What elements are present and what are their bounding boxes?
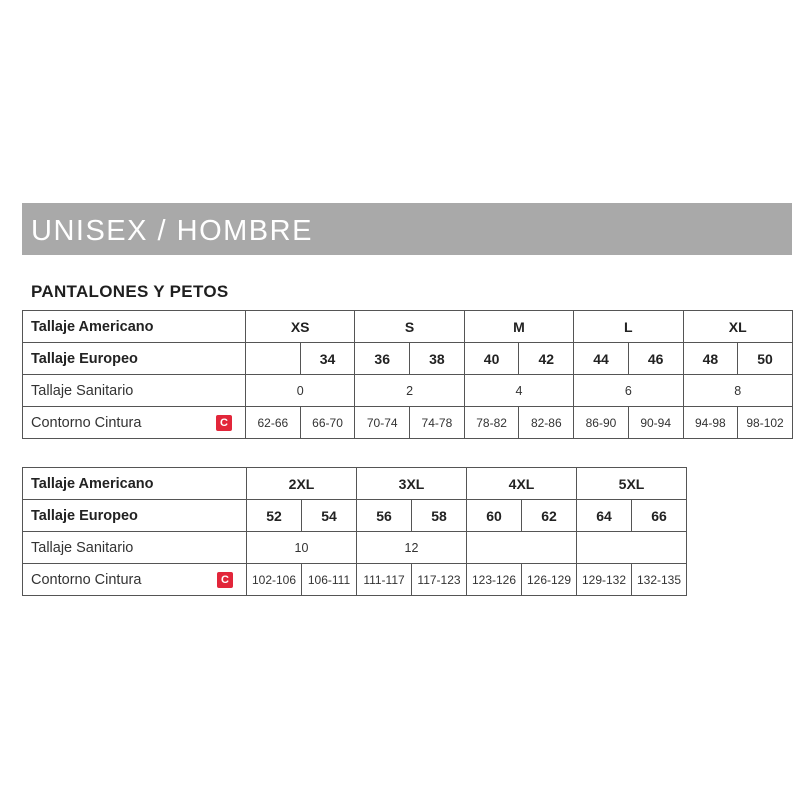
waist-cell: 74-78	[410, 407, 465, 439]
american-size-cell: XS	[246, 311, 355, 343]
waist-cell: 129-132	[577, 564, 632, 596]
european-size-cell: 58	[412, 500, 467, 532]
european-size-cell: 60	[467, 500, 522, 532]
sanitary-size-cell	[467, 532, 577, 564]
american-size-cell: XL	[683, 311, 792, 343]
waist-cell: 102-106	[247, 564, 302, 596]
waist-cell: 126-129	[522, 564, 577, 596]
american-size-cell: L	[574, 311, 683, 343]
sanitary-size-cell	[577, 532, 687, 564]
american-size-label: Tallaje Americano	[23, 311, 246, 343]
european-size-label: Tallaje Europeo	[23, 500, 247, 532]
sanitary-size-cell: 4	[464, 375, 573, 407]
section-title: PANTALONES Y PETOS	[31, 282, 229, 301]
waist-label-text: Contorno Cintura	[31, 414, 142, 431]
sanitary-size-cell: 2	[355, 375, 464, 407]
american-size-cell: 2XL	[247, 468, 357, 500]
sanitary-size-row	[23, 375, 793, 407]
european-size-cell: 62	[522, 500, 577, 532]
american-size-row	[23, 468, 687, 500]
european-size-label: Tallaje Europeo	[23, 343, 246, 375]
waist-label	[23, 564, 247, 596]
sanitary-size-cell: 0	[246, 375, 355, 407]
european-size-cell	[246, 343, 301, 375]
european-size-cell: 56	[357, 500, 412, 532]
size-table-1	[22, 310, 793, 439]
sanitary-size-cell: 10	[247, 532, 357, 564]
european-size-cell: 46	[628, 343, 683, 375]
waist-cell: 98-102	[738, 407, 793, 439]
waist-cell: 62-66	[246, 407, 301, 439]
waist-label	[23, 407, 246, 439]
european-size-row	[23, 500, 687, 532]
c-badge-icon: C	[217, 572, 233, 588]
waist-cell: 70-74	[355, 407, 410, 439]
c-badge-icon: C	[216, 415, 232, 431]
waist-cell: 66-70	[300, 407, 355, 439]
european-size-cell: 66	[632, 500, 687, 532]
waist-cell: 117-123	[412, 564, 467, 596]
waist-row	[23, 407, 793, 439]
waist-cell: 132-135	[632, 564, 687, 596]
sanitary-size-label: Tallaje Sanitario	[23, 532, 247, 564]
european-size-cell: 64	[577, 500, 632, 532]
size-table-2	[22, 467, 687, 596]
european-size-cell: 48	[683, 343, 738, 375]
european-size-cell: 42	[519, 343, 574, 375]
american-size-cell: M	[464, 311, 573, 343]
waist-cell: 106-111	[302, 564, 357, 596]
section-banner	[22, 203, 792, 255]
american-size-cell: 4XL	[467, 468, 577, 500]
american-size-cell: 3XL	[357, 468, 467, 500]
european-size-cell: 50	[738, 343, 793, 375]
american-size-cell: 5XL	[577, 468, 687, 500]
waist-cell: 90-94	[628, 407, 683, 439]
sanitary-size-cell: 8	[683, 375, 792, 407]
european-size-cell: 52	[247, 500, 302, 532]
european-size-cell: 34	[300, 343, 355, 375]
waist-cell: 78-82	[464, 407, 519, 439]
american-size-cell: S	[355, 311, 464, 343]
waist-cell: 94-98	[683, 407, 738, 439]
waist-cell: 123-126	[467, 564, 522, 596]
waist-label-text: Contorno Cintura	[31, 571, 142, 588]
european-size-cell: 36	[355, 343, 410, 375]
european-size-cell: 40	[464, 343, 519, 375]
waist-row	[23, 564, 687, 596]
waist-cell: 111-117	[357, 564, 412, 596]
sanitary-size-label: Tallaje Sanitario	[23, 375, 246, 407]
european-size-cell: 38	[410, 343, 465, 375]
sanitary-size-row	[23, 532, 687, 564]
european-size-cell: 44	[574, 343, 629, 375]
american-size-row	[23, 311, 793, 343]
sanitary-size-cell: 6	[574, 375, 683, 407]
european-size-cell: 54	[302, 500, 357, 532]
european-size-row	[23, 343, 793, 375]
banner-title: UNISEX / HOMBRE	[31, 215, 313, 247]
waist-cell: 82-86	[519, 407, 574, 439]
waist-cell: 86-90	[574, 407, 629, 439]
american-size-label: Tallaje Americano	[23, 468, 247, 500]
sanitary-size-cell: 12	[357, 532, 467, 564]
